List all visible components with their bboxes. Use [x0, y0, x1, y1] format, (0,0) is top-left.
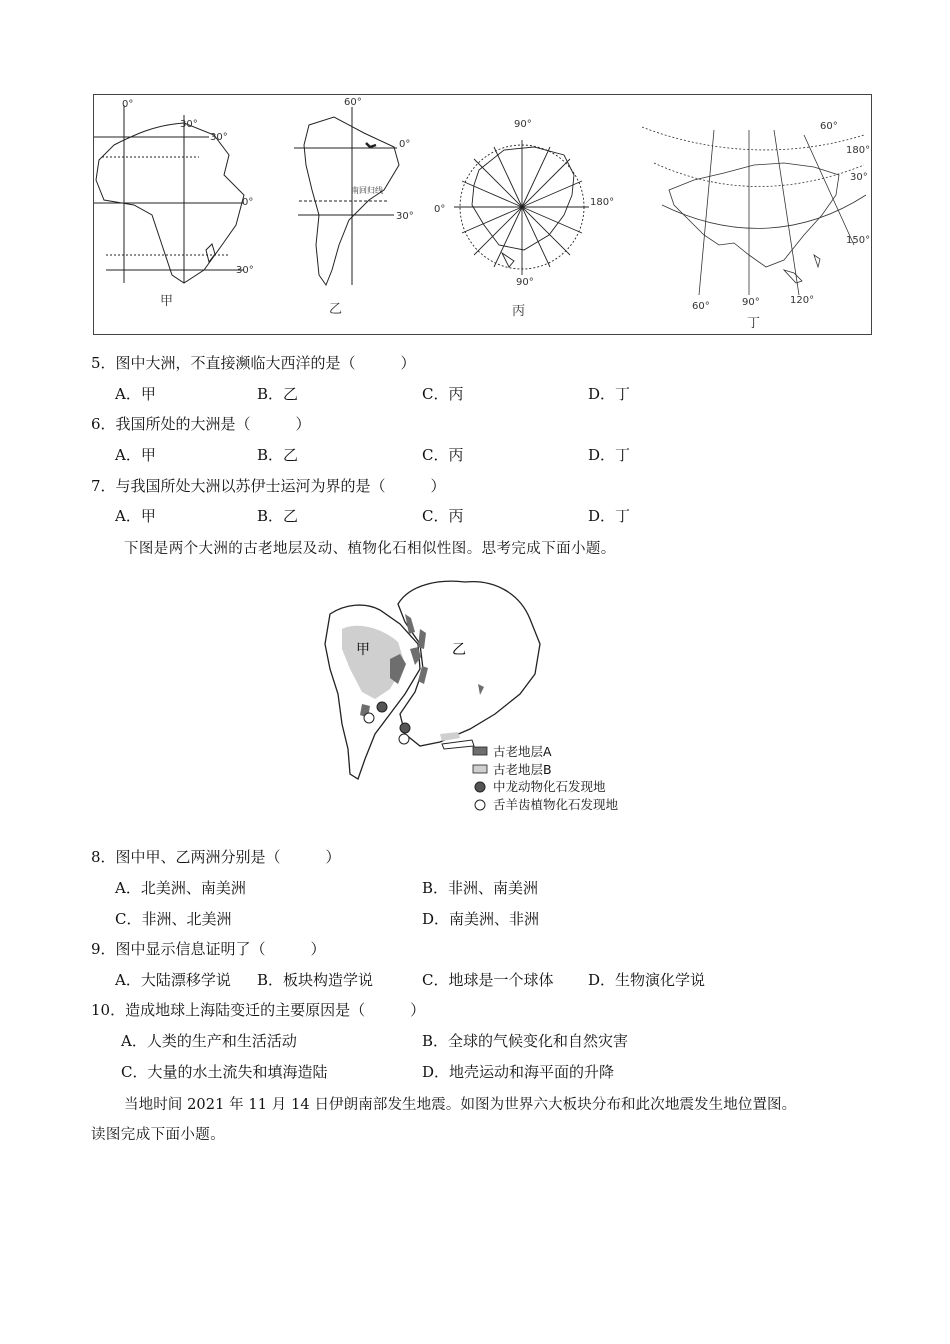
- question-9-option-d: D．生物演化学说: [588, 971, 706, 989]
- map-jia-caption: 甲: [160, 294, 174, 309]
- mesosaurus-marker-2: [400, 723, 410, 733]
- question-8-option-b: B．非洲、南美洲: [422, 879, 539, 897]
- question-7-option-d: D．丁: [588, 507, 631, 525]
- map-yi-label-3: 南回归线: [351, 186, 383, 195]
- map-yi-label-4: 30°: [396, 211, 414, 222]
- question-7-option-a: A．甲: [115, 507, 156, 525]
- map-ding: [642, 127, 866, 295]
- question-6-option-d: D．丁: [588, 446, 631, 464]
- map-jia-label-2: 30°: [180, 119, 198, 130]
- legend-mesosaurus: 中龙动物化石发现地: [493, 779, 606, 794]
- question-10-option-d: D．地壳运动和海平面的升降: [422, 1063, 615, 1081]
- question-9-option-a: A．大陆漂移学说: [115, 971, 231, 989]
- question-9-stem: 9．图中显示信息证明了（ ）: [91, 940, 326, 958]
- map-ding-label-3: 30°: [850, 172, 868, 183]
- question-10-stem: 10．造成地球上海陆变迁的主要原因是（ ）: [91, 1001, 426, 1019]
- question-5-option-b: B．乙: [257, 385, 299, 403]
- map-ding-label-5: 60°: [692, 301, 710, 312]
- island-outline: [442, 740, 474, 749]
- map-ding-label-7: 120°: [790, 295, 815, 306]
- continent-maps-figure: [93, 94, 872, 335]
- map-jia-label-3: 30°: [210, 132, 228, 143]
- question-5-option-a: A．甲: [115, 385, 156, 403]
- legend: [473, 744, 619, 812]
- map-bing-label-4: 90°: [516, 277, 534, 288]
- drift-evidence-svg: [320, 574, 640, 820]
- question-7-option-c: C．丙: [422, 507, 464, 525]
- mesosaurus-marker-1: [377, 702, 387, 712]
- legend-stratum-b: 古老地层B: [493, 762, 552, 777]
- intro-paragraph-2: 下图是两个大洲的古老地层及动、植物化石相似性图。思考完成下面小题。: [124, 541, 616, 557]
- legend-stratum-a: 古老地层A: [493, 744, 552, 759]
- question-7-stem: 7．与我国所处大洲以苏伊士运河为界的是（ ）: [91, 477, 446, 495]
- map-jia-label-5: 30°: [236, 265, 254, 276]
- map-bing-caption: 丙: [512, 304, 526, 319]
- question-10-option-b: B．全球的气候变化和自然灾害: [422, 1032, 629, 1050]
- question-10-option-c: C．大量的水土流失和填海造陆: [121, 1063, 328, 1081]
- question-8-option-d: D．南美洲、非洲: [422, 910, 540, 928]
- map-ding-label-4: 150°: [846, 235, 870, 246]
- map-ding-label-2: 180°: [846, 145, 870, 156]
- continent-maps-svg: [94, 95, 870, 333]
- legend-swatch-glossopteris: [475, 800, 485, 810]
- map-bing-label-2: 0°: [434, 204, 446, 215]
- drift-evidence-figure: [320, 574, 640, 820]
- legend-swatch-stratum-a: [473, 747, 487, 755]
- label-jia: 甲: [356, 642, 370, 658]
- question-9-option-c: C．地球是一个球体: [422, 971, 554, 989]
- question-6-stem: 6．我国所处的大洲是（ ）: [91, 415, 311, 433]
- question-6-option-b: B．乙: [257, 446, 299, 464]
- question-8-stem: 8．图中甲、乙两洲分别是（ ）: [91, 848, 341, 866]
- question-8-option-a: A．北美洲、南美洲: [115, 879, 246, 897]
- question-9-option-b: B．板块构造学说: [257, 971, 374, 989]
- map-bing-label-1: 90°: [514, 119, 532, 130]
- question-7-option-b: B．乙: [257, 507, 299, 525]
- intro-paragraph-3-line-1: 当地时间 2021 年 11 月 14 日伊朗南部发生地震。如图为世界六大板块分布和此次地震发生地位置图。: [124, 1097, 797, 1113]
- map-yi-label-1: 60°: [344, 97, 362, 108]
- question-8-option-c: C．非洲、北美洲: [115, 910, 232, 928]
- question-6-option-a: A．甲: [115, 446, 156, 464]
- question-10-option-a: A．人类的生产和生活活动: [121, 1032, 297, 1050]
- map-jia-label-4: 0°: [242, 197, 254, 208]
- map-ding-label-1: 60°: [820, 121, 838, 132]
- legend-swatch-stratum-b: [473, 765, 487, 773]
- legend-swatch-mesosaurus: [475, 782, 485, 792]
- map-jia-label-1: 0°: [122, 99, 134, 110]
- map-bing: [454, 140, 589, 275]
- map-yi-label-2: 0°: [399, 139, 411, 150]
- question-6-option-c: C．丙: [422, 446, 464, 464]
- map-bing-label-3: 180°: [590, 197, 615, 208]
- glossopteris-marker-1: [364, 713, 374, 723]
- intro-paragraph-3-line-2: 读图完成下面小题。: [91, 1127, 226, 1143]
- map-ding-label-6: 90°: [742, 297, 760, 308]
- label-yi: 乙: [452, 642, 466, 658]
- map-yi-caption: 乙: [329, 302, 343, 317]
- glossopteris-marker-2: [399, 734, 409, 744]
- question-5-option-d: D．丁: [588, 385, 631, 403]
- question-5-option-c: C．丙: [422, 385, 464, 403]
- map-yi: [294, 107, 399, 285]
- legend-glossopteris: 舌羊齿植物化石发现地: [493, 797, 619, 812]
- question-5-stem: 5．图中大洲，不直接濒临大西洋的是（ ）: [91, 354, 416, 372]
- map-ding-caption: 丁: [747, 316, 761, 331]
